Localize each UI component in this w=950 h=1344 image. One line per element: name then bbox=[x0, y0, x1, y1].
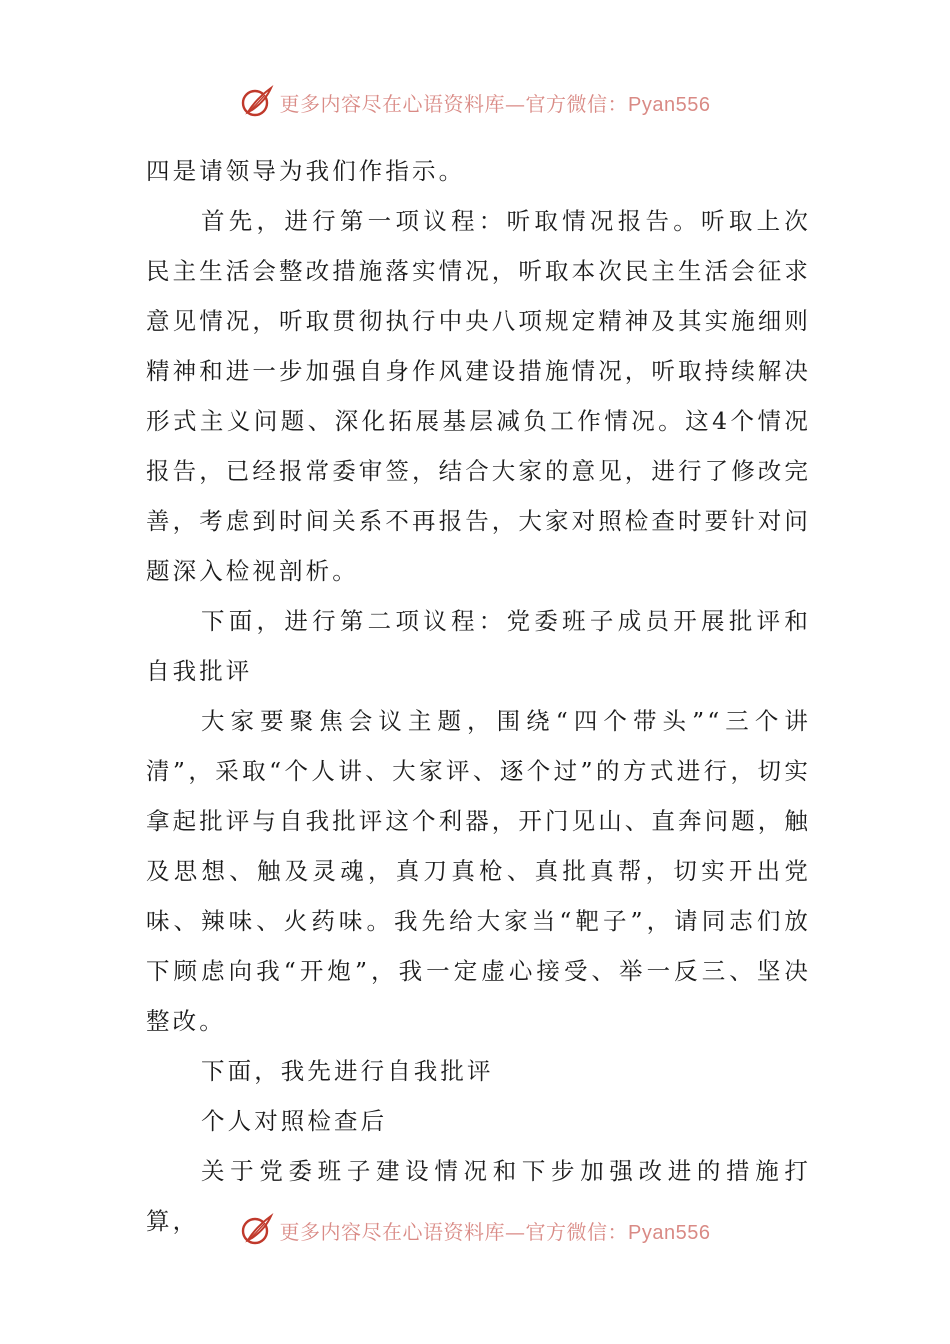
paragraph-instruction-request: 四是请领导为我们作指示。 bbox=[146, 157, 466, 185]
quill-logo-icon bbox=[240, 1213, 274, 1247]
watermark-id: Pyan556 bbox=[628, 1221, 711, 1244]
watermark-id: Pyan556 bbox=[628, 93, 711, 116]
footer-watermark bbox=[0, 1210, 950, 1250]
document-body bbox=[146, 146, 811, 1246]
paragraph-agenda-item-two: 下面，进行第二项议程：党委班子成员开展批评和自我批评 bbox=[146, 607, 811, 685]
watermark-text: 更多内容尽在心语资料库—官方微信：Pyan556 bbox=[279, 91, 711, 116]
watermark-text: 更多内容尽在心语资料库—官方微信：Pyan556 bbox=[279, 1219, 711, 1244]
quill-logo-icon bbox=[240, 85, 274, 119]
paragraph-personal-check: 个人对照检查后 bbox=[201, 1107, 388, 1135]
header-watermark bbox=[0, 82, 950, 122]
paragraph-criticism-guidance: 大家要聚焦会议主题，围绕“四个带头”“三个讲清”，采取“个人讲、大家评、逐个过”的方式进行，切实拿起批评与自我批评这个利器，开门见山、直奔问题，触及思想、触及灵魂，真刀真枪、真批真帮，切实开出党味、辣味、火药味。我先给大家当“靶子”，请同志们放下顾虑向我“开炮”，我一定虚心接受、举一反三、坚决整改。 bbox=[146, 707, 811, 1035]
paragraph-committee-building: 关于党委班子建设情况和下步加强改进的措施打算， bbox=[146, 1157, 811, 1235]
paragraph-self-criticism-start: 下面，我先进行自我批评 bbox=[201, 1057, 494, 1085]
paragraph-agenda-item-one: 首先，进行第一项议程：听取情况报告。听取上次民主生活会整改措施落实情况，听取本次民主生活会征求意见情况，听取贯彻执行中央八项规定精神及其实施细则精神和进一步加强自身作风建设措施情况，听取持续解决形式主义问题、深化拓展基层减负工作情况。这4个情况报告，已经报常委审签，结合大家的意见，进行了修改完善，考虑到时间关系不再报告，大家对照检查时要针对问题深入检视剖析。 bbox=[146, 207, 811, 585]
